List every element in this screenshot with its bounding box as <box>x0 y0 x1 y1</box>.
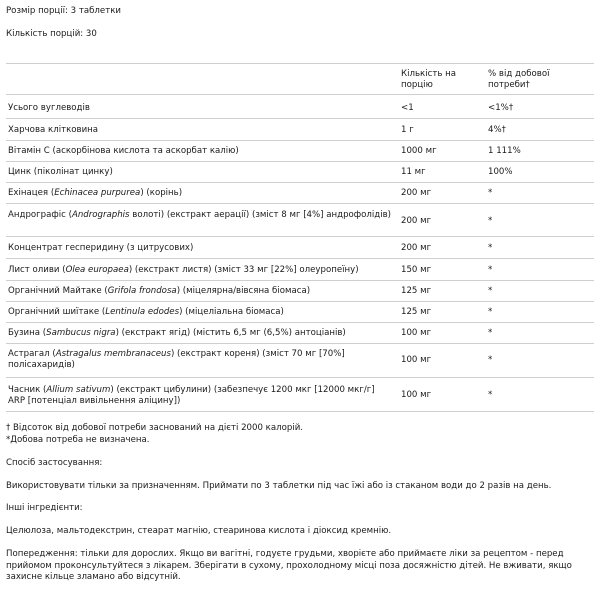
row-name: Лист оливи (Olea europaea) (екстракт листя) (зміст 33 мг [22%] олеуропеїну) <box>8 265 359 275</box>
row-name: Астрагал (Astragalus membranaceus) (екстракт кореня) (зміст 70 мг [70%] полісахаридів) <box>8 349 345 370</box>
row-daily: * <box>488 188 493 198</box>
serving-size: Розмір порції: 3 таблетки <box>6 6 121 16</box>
warning-text: Попередження: тільки для дорослих. Якщо ви вагітні, годуєте грудьми, хворієте або приймаєте ліки за рецептом - перед прийомом проконсультуйтеся з лікарем. Зберігати в сухому, прохолодному місці поза досяжністю дітей. Не вживати, якщо захисне кільце зламано або відсутній. <box>6 549 572 582</box>
row-daily: 100% <box>488 167 513 177</box>
row-name: Часник (Allium sativum) (екстракт цибулини) (забезпечує 1200 мкг [12000 мкг/г] ARP [потенціал вивільнення аліцину]) <box>8 385 375 406</box>
table-top-divider <box>6 63 594 64</box>
row-divider <box>6 140 594 141</box>
row-divider <box>6 280 594 281</box>
row-name: Концентрат гесперидину (з цитрусових) <box>8 243 194 253</box>
row-daily: * <box>488 390 493 400</box>
row-daily: * <box>488 243 493 253</box>
row-amount: 125 мг <box>401 307 432 317</box>
table-bottom-divider <box>6 411 594 412</box>
row-name: Органічний шиїтаке (Lentinula edodes) (міцеліальна біомаса) <box>8 307 284 317</box>
row-daily: * <box>488 286 493 296</box>
row-divider <box>6 322 594 323</box>
row-daily: * <box>488 307 493 317</box>
row-daily: 4%† <box>488 125 506 135</box>
row-name: Харчова клітковина <box>8 125 99 135</box>
row-amount: 200 мг <box>401 243 432 253</box>
row-amount: 100 мг <box>401 328 432 338</box>
row-daily: * <box>488 265 493 275</box>
row-daily: 1 111% <box>488 146 521 156</box>
row-divider <box>6 343 594 344</box>
row-daily: <1%† <box>488 103 514 113</box>
row-divider <box>6 301 594 302</box>
row-divider <box>6 377 594 378</box>
row-divider <box>6 182 594 183</box>
row-amount: 200 мг <box>401 188 432 198</box>
row-amount: 11 мг <box>401 167 426 177</box>
row-daily: * <box>488 328 493 338</box>
usage-text: Використовувати тільки за призначенням. Приймати по 3 таблетки під час їжі або із стаканом води до 2 разів на день. <box>6 481 552 491</box>
row-amount: 150 мг <box>401 265 432 275</box>
row-divider <box>6 236 594 237</box>
row-amount: 100 мг <box>401 355 432 365</box>
row-daily: * <box>488 216 493 226</box>
ingredients-text: Целюлоза, мальтодекстрин, стеарат магнію, стеаринова кислота і діоксид кремнію. <box>6 526 392 536</box>
row-amount: 125 мг <box>401 286 432 296</box>
row-divider <box>6 203 594 204</box>
row-amount: 100 мг <box>401 390 432 400</box>
row-amount: 200 мг <box>401 216 432 226</box>
row-divider <box>6 161 594 162</box>
servings-count: Кількість порцій: 30 <box>6 29 97 39</box>
col-header-amount: Кількість на порцію <box>401 69 457 90</box>
row-amount: 1000 мг <box>401 146 437 156</box>
row-name: Органічний Майтаке (Grifola frondosa) (міцелярна/вівсяна біомаса) <box>8 286 311 296</box>
row-name: Андрографіс (Andrographis волоті) (екстракт аерації) (зміст 8 мг [4%] андрофолідів) <box>8 210 392 220</box>
row-amount: <1 <box>401 103 414 113</box>
row-divider <box>6 94 594 95</box>
row-name: Усього вуглеводів <box>8 103 90 113</box>
ingredients-heading: Інші інгредієнти: <box>6 503 83 513</box>
footnote-dagger: † Відсоток від добової потреби заснований на дієті 2000 калорій. <box>6 423 304 433</box>
row-name: Бузина (Sambucus nigra) (екстракт ягід) (містить 6,5 мг (6,5%) антоціанів) <box>8 328 346 338</box>
row-divider <box>6 118 594 119</box>
row-name: Вітамін С (аскорбінова кислота та аскорбат калію) <box>8 146 239 156</box>
footnote-star: *Добова потреба не визначена. <box>6 435 150 445</box>
row-daily: * <box>488 355 493 365</box>
col-header-daily: % від добової потреби† <box>488 69 550 90</box>
row-divider <box>6 258 594 259</box>
usage-heading: Спосіб застосування: <box>6 458 103 468</box>
row-name: Цинк (піколінат цинку) <box>8 167 113 177</box>
row-amount: 1 г <box>401 125 414 135</box>
row-name: Ехінацея (Echinacea purpurea) (корінь) <box>8 188 183 198</box>
